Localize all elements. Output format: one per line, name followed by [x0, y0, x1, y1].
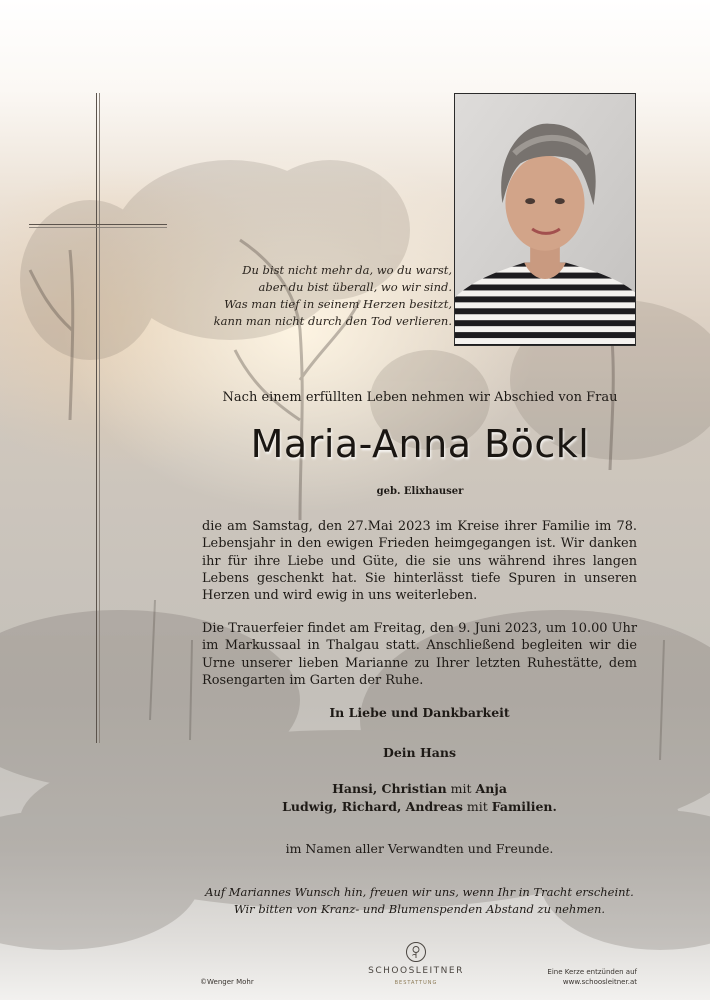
candle-url[interactable]: www.schoosleitner.at — [562, 978, 637, 986]
birth-name: geb. Elixhauser — [376, 486, 464, 497]
closing-line: Wir bitten von Kranz- und Blumenspenden Abstand zu nehmen. — [233, 902, 606, 916]
quote-line: Was man tief in seinem Herzen besitzt, — [224, 297, 452, 311]
family-names: Ludwig, Richard, Andreas — [282, 799, 463, 814]
family-connector: mit — [450, 781, 472, 796]
signer-line: Dein Hans — [382, 745, 457, 760]
candle-text: Eine Kerze entzünden auf — [547, 968, 637, 976]
brand-logo-subtext: BESTATTUNG — [394, 980, 438, 986]
family-connector: mit — [466, 799, 488, 814]
closing-note — [202, 884, 637, 918]
photo-credit: ©Wenger Mohr — [200, 978, 254, 986]
rose-circle-icon — [405, 941, 427, 963]
cross-horizontal-line — [29, 224, 167, 225]
family-partner: Familien. — [491, 799, 557, 814]
quote-line: aber du bist überall, wo wir sind. — [258, 280, 452, 294]
family-names: Hansi, Christian — [332, 781, 447, 796]
relatives-line: im Namen aller Verwandten und Freunde. — [285, 841, 554, 856]
candle-link[interactable] — [547, 967, 637, 987]
closing-line: Auf Mariannes Wunsch hin, freuen wir uns, wenn Ihr in Tracht erscheint. — [205, 885, 634, 899]
family-partner: Anja — [475, 781, 507, 796]
deceased-name: Maria-Anna Böckl — [250, 422, 590, 466]
portrait-photo — [454, 93, 636, 346]
family-line — [202, 799, 637, 814]
cross-vertical-line-shadow — [99, 93, 100, 743]
cross-horizontal-line-shadow — [29, 227, 167, 228]
family-line — [202, 781, 637, 796]
quote-line: Du bist nicht mehr da, wo du warst, — [242, 263, 452, 277]
intro-line: Nach einem erfüllten Leben nehmen wir Abschied von Frau — [222, 390, 618, 405]
quote-line: kann man nicht durch den Tod verlieren. — [213, 314, 452, 328]
memorial-quote — [190, 262, 452, 330]
obituary-paragraph: die am Samstag, den 27.Mai 2023 im Kreise ihrer Familie im 78. Lebensjahr in den ewigen Frieden heimgegangen ist. Wir danken ihr für ihre Liebe und Güte, die sie uns während ihres langen Lebens geschenkt hat. Sie hinterlässt tiefe Spuren in unseren Herzen und wird ewig in uns weiterleben. — [202, 519, 637, 604]
thanks-line: In Liebe und Dankbarkeit — [329, 705, 510, 720]
cross-vertical-line — [96, 93, 97, 743]
funeral-details-paragraph: Die Trauerfeier findet am Freitag, den 9. Juni 2023, um 10.00 Uhr im Markussaal in Thalgau statt. Anschließend begleiten wir die Urne unserer lieben Marianne zu Ihrer letzten Ruhestätte, dem Rosengarten im Garten der Ruhe. — [202, 621, 637, 688]
brand-logo-text: SCHOOSLEITNER — [368, 966, 464, 976]
